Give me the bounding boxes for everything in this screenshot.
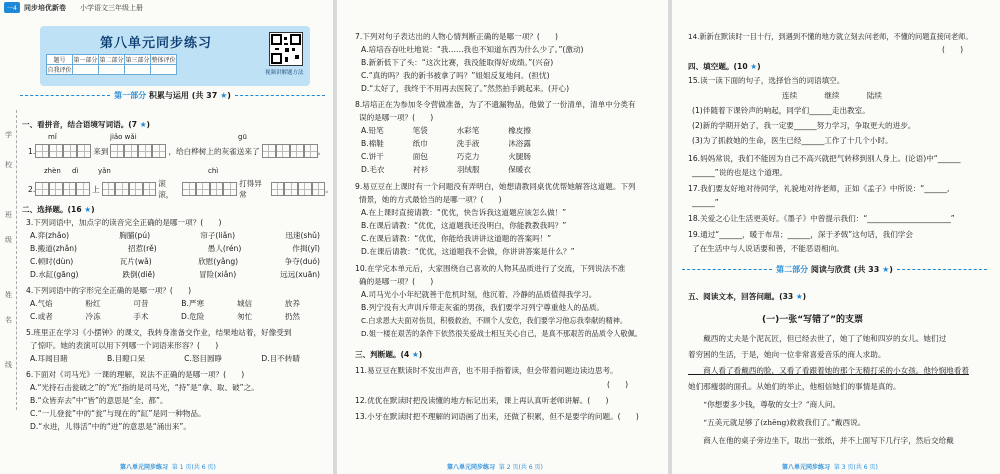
writing-cell[interactable] [271, 182, 285, 196]
story-paragraph: 着穷困的生活，于是，她向一位非常喜爱音乐的商人求助。 [688, 350, 886, 359]
score-cell[interactable] [125, 65, 151, 75]
score-header: 第一部分 [73, 55, 99, 65]
writing-cell[interactable] [49, 144, 63, 158]
story-paragraph: “五美元就足够了(zhēng)救救我们了。”戴西说。 [688, 418, 866, 427]
writing-cell[interactable] [298, 182, 312, 196]
pinyin: dì [72, 167, 79, 175]
page-header [0, 0, 333, 14]
binding-margin [2, 110, 17, 410]
question-text: 8.培培正在为参加冬令营做准备，为了不遗漏物品，他做了一份清单，清单中分类有 [355, 100, 636, 109]
question-text: 误的是哪一项？( ) [359, 113, 434, 122]
option-line: C.在课后请教：“优优，你能给我讲讲这道题的答案吗！” [361, 234, 552, 243]
question-text: 10.在学完本单元后，大家围绕自己喜欢的人物其品质进行了交流，下列说法不准 [355, 264, 626, 273]
page-2 [337, 0, 668, 474]
answer-paren[interactable]: ( ) [607, 380, 629, 389]
option-line: A.“光持石击瓮破之”的“光”指的是司马光，“持”是“拿、取、破”之。 [30, 383, 259, 392]
question-text: 17.我们要友好地对待同学，礼貌地对待老师，正如《孟子》中所说：“______, [688, 184, 950, 193]
question-text: 14.新新在默读时一目十行，到遇到不懂的地方就立刻去问老师，不懂的问题直接问老师。 [688, 32, 973, 41]
page-footer: 第八单元同步练习 第 1 页(共 6 页) [120, 464, 216, 471]
word-bank: 连续 继续 陆续 [782, 91, 882, 100]
pinyin: mǐ [48, 133, 57, 141]
writing-row: 1. 来到 ，给白桦树上的灰雀送来了 。 [28, 144, 325, 158]
fill-blank-item: (2)新的学期开始了，我一定要______努力学习，争取更大的进步。 [692, 121, 916, 130]
story-paragraph: “你想要多少钱，尊敬的女士？”商人问。 [688, 400, 841, 409]
question-text: 4.下列词语中的字形完全正确的是哪一项？( ) [26, 286, 192, 295]
question-text: 确的是哪一项？( ) [359, 277, 434, 286]
score-header: 第三部分 [125, 55, 151, 65]
question-text: 7.下列对句子表达出的人物心情判断正确的是哪一项？( ) [355, 32, 559, 41]
question-text: 19.通过“______，暖于布帛；______，深于矛戟”这句话，我们学会 [688, 230, 913, 239]
option-row: A.铅笔 笔袋 水彩笔 橡皮擦 [361, 126, 531, 135]
writing-cell[interactable] [102, 182, 116, 196]
option-line: D.在课后请教：“优优，这道题我不会做，你讲讲答案是什么？” [361, 247, 575, 256]
page-1 [0, 0, 333, 474]
option-row: A.弈(zhǎo) 胸脯(pú) 帘子(liǎn) 迅速(shǔ) [30, 231, 320, 240]
option-line: C.“一儿登瓮”中的“瓮”与现在的“缸”是同一种物品。 [30, 409, 206, 418]
option-line: B.“众皆弃去”中“皆”的意思是“全、都”。 [30, 396, 168, 405]
question-text: 情景，她的方式最恰当的是哪一项？( ) [359, 195, 502, 204]
option-row: C.或者 冷冻 手术 D.危险 匆忙 扔然 [30, 312, 300, 321]
option-line: C.“真的吗？我的新书被拿了吗？”姐姐反复地问。(担忧) [361, 71, 550, 80]
writing-cell[interactable] [182, 182, 196, 196]
writing-cell[interactable] [210, 182, 224, 196]
writing-cell[interactable] [63, 182, 77, 196]
page-number-tag: 一4 [4, 2, 20, 13]
option-line: A.司马光小小年纪就善于危机时刻，他沉着、冷静的品质值得我学习。 [361, 290, 597, 299]
score-table [46, 54, 177, 75]
page-footer: 第八单元同步练习 第 3 页(共 6 页) [782, 464, 878, 471]
margin-label: 级 [5, 236, 12, 244]
option-row: B.棉鞋 纸巾 洗手液 沐浴露 [361, 139, 531, 148]
writing-cell[interactable] [276, 144, 290, 158]
writing-cell[interactable] [284, 182, 298, 196]
score-row-label: 自我评价 [47, 65, 73, 75]
option-line: B.新新低下了头：“这次比赛，我没能取得好成绩。”(兴奋) [361, 58, 554, 67]
qr-caption: 视频讲解题方法 [265, 70, 304, 76]
writing-cell[interactable] [77, 144, 91, 158]
question-text: 16.妈妈常说，我们不能因为自己不高兴就把气转移到别人身上。(论语)中“______ [688, 154, 961, 163]
question-heading: 五、阅读文本，回答问题。(33 ★) [688, 292, 807, 301]
story-paragraph: 戴西的丈夫是个泥瓦匠，但已经去世了，她丁了她和四岁的女儿。她们过 [688, 334, 947, 343]
option-row: A.气焰 粉红 可昔 B.严寒 城信 放养 [30, 299, 300, 308]
writing-cell[interactable] [223, 182, 237, 196]
question-text: 3.下列词语中，加点字的读音完全正确的是哪一项？( ) [26, 218, 222, 227]
score-header: 题号 [47, 55, 73, 65]
story-paragraph: 商人看了看戴西的脸，又看了看跟着她的那个无精打采的小女孩。他怜悯地看着 [688, 366, 969, 375]
score-cell[interactable] [73, 65, 99, 75]
question-heading: 四、填空题。(10 ★) [688, 62, 761, 71]
writing-cell[interactable] [196, 182, 210, 196]
question-text: 15.读一读下面的句子，选择恰当的词语填空。 [688, 76, 845, 85]
writing-cell[interactable] [152, 144, 166, 158]
qr-code-icon[interactable] [269, 32, 303, 66]
option-line: D.姐一楼在艰苦的条件下依然很关爱战士相互关心自己，是真不那艰苦的品质令人敬佩。 [361, 329, 642, 338]
margin-label: 线 [5, 361, 12, 369]
fill-blank-item: (3)为了抓救她的生命，医生已经______工作了十几个小时。 [692, 136, 893, 145]
writing-row: 2. 上 滚滚， 打得异常 。 [28, 179, 333, 199]
unit-title-banner [40, 26, 310, 86]
option-line: B.列宁没有大声训斥带走灰雀的男孩，我们要学习列宁尊重他人的品质。 [361, 303, 605, 312]
subject-label: 小学语文三年级上册 [80, 4, 143, 12]
question-text: 18.关爱之心让生活更美好。《墨子》中曾提示我们：“______________________” [688, 214, 955, 223]
question-heading: 二、选择题。(16 ★) [22, 205, 95, 214]
section-heading: 第一部分 积累与运用 (共 37 ★) [114, 90, 231, 100]
brand-name: 同步培优新卷 [24, 4, 66, 12]
pinyin: zhèn [44, 167, 61, 175]
star-icon: ★ [411, 350, 419, 359]
pinyin: gū [238, 133, 247, 141]
option-row: A.耳闻目睹 B.目瞪口呆 C.怒目圆睁 D.目不转睛 [30, 354, 300, 363]
pinyin: jiǎo wǎi [110, 133, 137, 141]
writing-cell[interactable] [129, 182, 143, 196]
writing-cell[interactable] [35, 144, 49, 158]
question-text: 5.班里正在学习《小摆钟》的课文，我转身准备交作业，结果地站着，好像受到 [26, 328, 292, 337]
option-row: B.搬道(zhǎn) 招惹(rě) 愚人(rén) 作揖(yī) [30, 244, 320, 253]
option-line: D.“太好了，我终于不用再去医院了。”然然拍手跳起来。(开心) [361, 84, 570, 93]
score-cell[interactable] [99, 65, 125, 75]
section-divider [20, 88, 325, 102]
writing-cell[interactable] [110, 144, 124, 158]
writing-cell[interactable] [124, 144, 138, 158]
star-icon: ★ [795, 292, 803, 301]
margin-label: 学 [5, 131, 12, 139]
writing-cell[interactable] [35, 182, 49, 196]
score-header: 第二部分 [99, 55, 125, 65]
margin-label: 姓 [5, 291, 12, 299]
fill-blank-item: (1)伴随着下课铃声的响起，同学们______走出教室。 [692, 106, 870, 115]
pinyin: yǎn [98, 167, 111, 175]
question-text: ______” [692, 198, 719, 207]
writing-cell[interactable] [138, 144, 152, 158]
margin-label: 校 [5, 161, 12, 169]
question-text: 了惊吓。她的表演可以用下列哪一个词语来形容？( ) [30, 341, 219, 350]
question-text: 6.下面对《司马光》一课的理解，说法不正确的是哪一项？( ) [26, 370, 245, 379]
question-text: 了在生活中与人说话要和善，不能恶语相向。 [692, 244, 844, 253]
section-divider [682, 262, 987, 276]
question-text: 11.易豆豆在默读时不发出声音，也不用手指着读，但会带着问题边读边思考。 [355, 366, 618, 375]
writing-cell[interactable] [312, 182, 326, 196]
option-line: A.在上课时直接请教：“优优，快告诉我这道题应该怎么做！” [361, 208, 567, 217]
page-footer: 第八单元同步练习 第 2 页(共 6 页) [447, 464, 543, 471]
margin-label: 名 [5, 316, 12, 324]
writing-cell[interactable] [304, 144, 318, 158]
star-icon: ★ [750, 62, 758, 71]
option-line: B.在课后请教：“优优，这道题我还没明白，你能教教我吗？” [361, 221, 567, 230]
question-text: ______”说的也是这个道理。 [692, 168, 788, 177]
star-icon: ★ [84, 205, 92, 214]
option-row: C.饼干 面包 巧克力 火腿肠 [361, 152, 531, 161]
answer-paren[interactable]: ( ) [942, 45, 964, 54]
writing-cell[interactable] [115, 182, 129, 196]
option-line: C.白求恩大夫面对伤员，积极救治，不顾个人安危，我们要学习他忘我奉献的精神。 [361, 316, 628, 325]
section-heading: 第二部分 阅读与欣赏 (共 33 ★) [776, 264, 893, 274]
writing-cell[interactable] [49, 182, 63, 196]
writing-cell[interactable] [262, 144, 276, 158]
option-row: C.顿时(dùn) 瓦片(wǎ) 欣慰(yǎng) 争夺(duó) [30, 257, 320, 266]
question-heading: 三、判断题。(4 ★) [355, 350, 423, 359]
question-text: 12.优优在默读时把没读懂的地方标记出来，课上再认真听老师讲解。( ) [355, 396, 609, 405]
option-row: D.毛衣 衬衫 羽绒服 保暖衣 [361, 165, 531, 174]
writing-cell[interactable] [143, 182, 157, 196]
question-heading: 一、看拼音，结合语境写词语。(7 ★) [22, 120, 151, 129]
writing-cell[interactable] [63, 144, 77, 158]
story-paragraph: 商人在他的桌子旁边坐下，取出一张纸，并不上面写下几行字，然后交给戴 [688, 436, 954, 445]
page-3 [672, 0, 1000, 474]
option-row: D.水缸(gāng) 跌倒(diē) 冒险(xiǎn) 远远(xuān) [30, 270, 320, 279]
page-title: 第八单元同步练习 [100, 36, 213, 51]
score-header: 整体评价 [151, 55, 177, 65]
score-cell[interactable] [151, 65, 177, 75]
option-line: D.“水进，儿得活”中的“迸”的意思是“涌出来”。 [30, 422, 191, 431]
margin-label: 班 [5, 211, 12, 219]
option-line: A.培培吞吞吐吐地说：“我……我也不知道东西为什么少了。”(激动) [361, 45, 584, 54]
writing-cell[interactable] [290, 144, 304, 158]
pinyin: chì [208, 167, 219, 175]
story-paragraph: 她们那瘦弱的面孔。从她们的举止，他相信她们的事情是真的。 [688, 382, 901, 391]
story-title: (一)一张“写错了”的支票 [762, 315, 864, 325]
question-text: 9.易豆豆在上课时有一个问题没有弄明白，她想请教同桌优优帮她解答这道题。下列 [355, 182, 636, 191]
writing-cell[interactable] [76, 182, 90, 196]
question-text: 13.小牙在默读时把不理解的词语画了出来，还做了积累，但不是要学的问题。( ) [355, 412, 639, 421]
star-icon: ★ [139, 120, 147, 129]
